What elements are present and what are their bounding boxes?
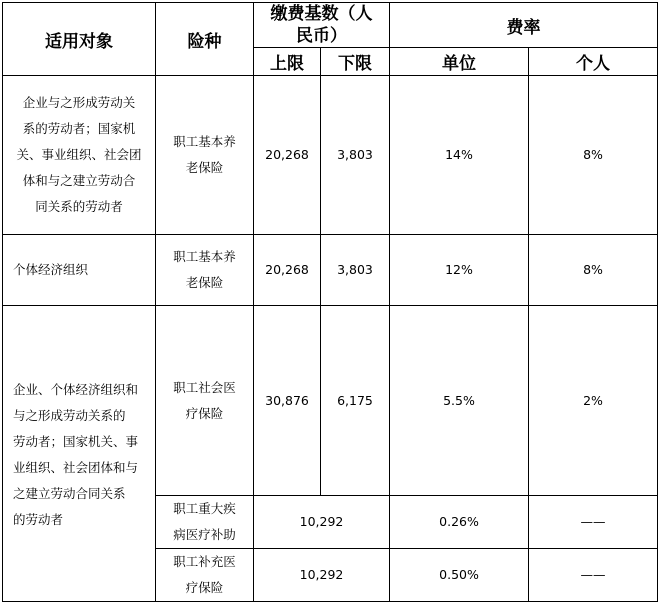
header-target: 适用对象 — [3, 3, 156, 76]
row-insurance: 职工基本养 老保险 — [156, 235, 254, 306]
row-employer-rate: 14% — [390, 76, 529, 235]
row-base: 10,292 — [254, 549, 390, 602]
row-insurance: 职工补充医 疗保险 — [156, 549, 254, 602]
row-individual-rate: —— — [529, 549, 658, 602]
row-upper: 30,876 — [254, 306, 321, 496]
header-employer: 单位 — [390, 48, 529, 76]
table-row — [3, 235, 658, 306]
row-insurance: 职工基本养 老保险 — [156, 76, 254, 235]
row-employer-rate: 0.26% — [390, 496, 529, 549]
row-employer-rate: 0.50% — [390, 549, 529, 602]
row-upper: 20,268 — [254, 76, 321, 235]
row-lower: 6,175 — [321, 306, 390, 496]
table-row — [3, 76, 658, 235]
row-lower: 3,803 — [321, 235, 390, 306]
table-row — [3, 306, 658, 496]
header-base: 缴费基数（人 民币） — [254, 3, 390, 48]
row-individual-rate: 8% — [529, 76, 658, 235]
row-upper: 20,268 — [254, 235, 321, 306]
row-individual-rate: —— — [529, 496, 658, 549]
row-insurance: 职工社会医 疗保险 — [156, 306, 254, 496]
row-individual-rate: 8% — [529, 235, 658, 306]
row-target: 企业、个体经济组织和 与之形成劳动关系的 劳动者；国家机关、事 业组织、社会团体和与 之建立劳动合同关系 的劳动者 — [3, 306, 156, 602]
row-employer-rate: 12% — [390, 235, 529, 306]
row-lower: 3,803 — [321, 76, 390, 235]
row-target: 企业与之形成劳动关 系的劳动者；国家机 关、事业组织、社会团 体和与之建立劳动合 同关系的劳动者 — [3, 76, 156, 235]
header-rate: 费率 — [390, 3, 658, 48]
contribution-table — [2, 2, 658, 602]
header-lower: 下限 — [321, 48, 390, 76]
header-row-1 — [3, 3, 658, 48]
header-insurance-type: 险种 — [156, 3, 254, 76]
row-base: 10,292 — [254, 496, 390, 549]
header-upper: 上限 — [254, 48, 321, 76]
header-individual: 个人 — [529, 48, 658, 76]
row-target: 个体经济组织 — [3, 235, 156, 306]
row-insurance: 职工重大疾 病医疗补助 — [156, 496, 254, 549]
row-employer-rate: 5.5% — [390, 306, 529, 496]
row-individual-rate: 2% — [529, 306, 658, 496]
